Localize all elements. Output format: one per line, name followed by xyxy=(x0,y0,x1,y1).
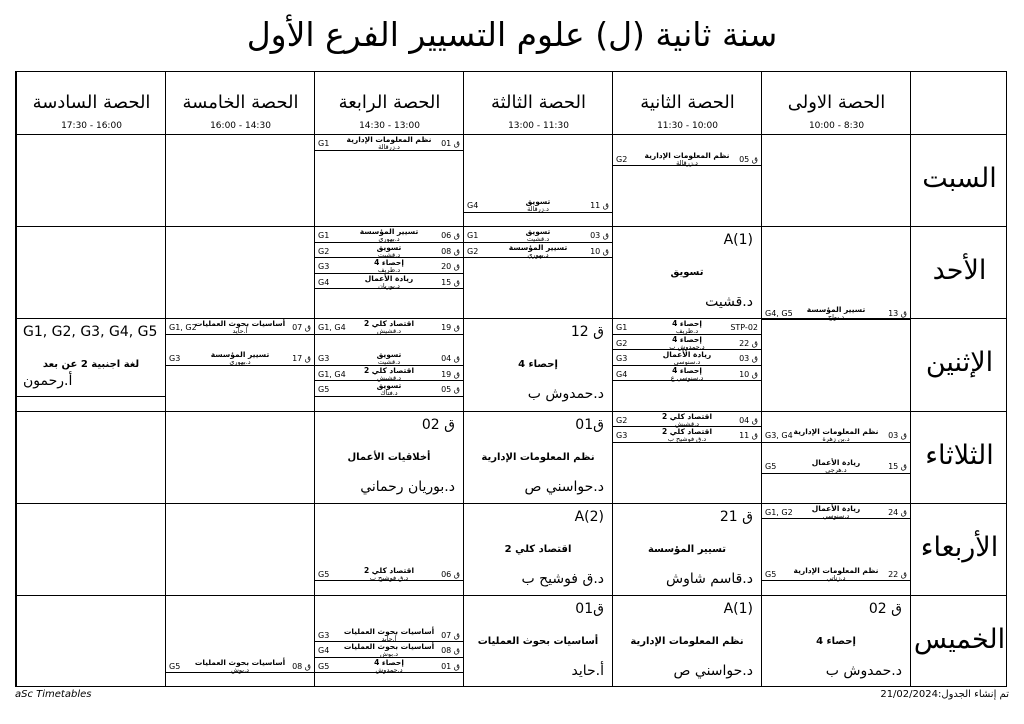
lesson-entry xyxy=(315,274,463,290)
lesson-subject: إحصاء 4 xyxy=(816,635,856,647)
lesson-separator xyxy=(17,396,165,397)
lesson-groups: G5 xyxy=(765,569,777,579)
lesson-subject: إحصاء 4 xyxy=(374,657,404,667)
lesson-subject: اقتصاد كلي 2 xyxy=(363,319,415,329)
lesson-subject: اقتصاد كلي 2 xyxy=(363,565,415,575)
lesson-teacher: د.سنوسي ع xyxy=(670,373,704,382)
lesson-room: ق 19 xyxy=(441,323,460,333)
lesson-subject: إحصاء 4 xyxy=(518,359,558,371)
lesson-room: ق 17 xyxy=(292,354,311,364)
lesson-groups: G5 xyxy=(765,462,777,471)
lesson-teacher: د.قشيت xyxy=(705,294,753,311)
lesson-room: ق 22 xyxy=(888,569,907,579)
lesson-subject: تسيير المؤسسة xyxy=(210,350,270,360)
lesson-groups: G4 xyxy=(318,646,330,656)
lesson-entry xyxy=(613,427,761,443)
lesson-subject: إحصاء 4 xyxy=(672,334,702,344)
lesson-separator xyxy=(762,442,910,443)
lesson-subject: ريادة الأعمال xyxy=(811,503,861,513)
lesson-subject: تسويق xyxy=(525,227,551,237)
lesson-entry xyxy=(762,458,910,474)
lesson-entry xyxy=(315,243,463,259)
lesson-separator xyxy=(315,150,463,151)
lesson-subject: ريادة الأعمال xyxy=(364,273,414,283)
lesson-subject: أخلاقيات الأعمال xyxy=(347,451,431,463)
lesson-teacher: أ.رحمون xyxy=(23,373,73,390)
lesson-room: ق 04 xyxy=(739,415,758,425)
lesson-separator xyxy=(613,380,761,381)
lesson-teacher: د.قشيش xyxy=(376,327,402,336)
lesson-subject: أساسيات بحوث العمليات xyxy=(343,642,435,652)
lesson-entry xyxy=(613,366,761,382)
lesson-groups: G2 xyxy=(616,338,628,348)
lesson-groups: G4 xyxy=(467,201,479,210)
lesson-groups: G1 xyxy=(467,231,479,241)
lesson-separator xyxy=(166,672,314,673)
lesson-entry xyxy=(315,135,463,151)
lesson-entry xyxy=(315,642,463,658)
lesson-subject: اقتصاد كلي 2 xyxy=(363,365,415,375)
lesson-teacher: د.ظريف xyxy=(675,327,699,336)
lesson-room: ق 15 xyxy=(441,277,460,287)
lesson-separator xyxy=(762,319,910,320)
lesson-entry xyxy=(315,627,463,643)
lesson-subject: اقتصاد كلي 2 xyxy=(661,427,713,436)
lesson-teacher: د.قشيش xyxy=(674,419,700,428)
lesson-teacher: د.بهوري xyxy=(378,235,400,244)
lesson-entry xyxy=(315,381,463,397)
lesson-teacher: د.حواسني ص xyxy=(673,662,753,679)
lesson-entry xyxy=(762,504,910,520)
period-header-time: 17:30 - 16:00 xyxy=(61,121,122,131)
lesson-subject: تسويق xyxy=(525,197,551,206)
lesson-subject: إحصاء 4 xyxy=(672,319,702,329)
lesson-room: ق 06 xyxy=(441,231,460,241)
lesson-teacher: د.ق فوشيح ب xyxy=(369,573,409,582)
lesson-groups: G1, G2 xyxy=(765,507,793,517)
lesson-subject: إحصاء 4 xyxy=(672,365,702,375)
lesson-groups: G4 xyxy=(318,277,330,287)
lesson-subject: أساسيات بحوث العمليات xyxy=(477,635,599,647)
lesson-room: A(2) xyxy=(574,508,604,525)
day-name: الثلاثاء xyxy=(925,439,994,471)
lesson-room: ق 05 xyxy=(441,385,460,395)
lesson-entry xyxy=(315,319,463,335)
lesson-subject: اقتصاد كلي 2 xyxy=(661,411,713,421)
lesson-room: ق 04 xyxy=(441,354,460,364)
lesson-room: ق 07 xyxy=(292,323,311,333)
lesson-room: ق 05 xyxy=(739,154,758,164)
lesson-full-entry xyxy=(315,412,463,503)
lesson-room: ق 03 xyxy=(739,354,758,364)
lesson-entry xyxy=(315,258,463,274)
lesson-subject: إحصاء 4 xyxy=(374,258,404,268)
lesson-groups: G1 xyxy=(318,231,330,241)
lesson-full-entry xyxy=(613,504,761,595)
lesson-separator xyxy=(464,257,612,258)
lesson-entry xyxy=(315,658,463,674)
lesson-subject: تسيير المؤسسة xyxy=(508,242,568,252)
lesson-teacher: د.قشيت xyxy=(377,358,401,367)
lesson-teacher: د.حمدوش ب xyxy=(669,342,705,351)
lesson-teacher: د.بوريان xyxy=(378,281,400,290)
lesson-groups: G1, G4 xyxy=(318,323,346,333)
lesson-subject: نظم المعلومات الإدارية xyxy=(481,451,595,463)
lesson-room: ق 11 xyxy=(739,431,758,440)
period-header-name: الحصة السادسة xyxy=(32,92,151,113)
lesson-separator xyxy=(613,165,761,166)
lesson-teacher: د.حواسني ص xyxy=(524,478,604,495)
lesson-entry xyxy=(315,350,463,366)
lesson-teacher: د.بهوري xyxy=(527,250,549,259)
lesson-full-entry xyxy=(464,596,612,687)
lesson-teacher: د.بواح xyxy=(827,312,845,321)
lesson-separator xyxy=(762,580,910,581)
lesson-subject: تسيير المؤسسة xyxy=(359,227,419,237)
lesson-teacher: أ.حايد xyxy=(381,634,397,643)
lesson-groups: G2 xyxy=(616,415,628,425)
lesson-subject: لغة اجنبية 2 عن بعد xyxy=(42,359,140,371)
lesson-groups: G2 xyxy=(467,246,479,256)
lesson-groups: G4 xyxy=(616,369,628,379)
lesson-teacher: د.بوش xyxy=(379,650,399,659)
lesson-groups: G3 xyxy=(616,431,628,440)
lesson-teacher: د.قشيش xyxy=(376,373,402,382)
lesson-room: ق 01 xyxy=(441,139,460,148)
lesson-room: ق 03 xyxy=(590,231,609,241)
lesson-teacher: د.حمدوش ب xyxy=(527,386,604,403)
period-header-time: 11:30 - 10:00 xyxy=(657,121,718,131)
lesson-separator xyxy=(315,580,463,581)
period-header-time: 13:00 - 11:30 xyxy=(508,121,569,131)
lesson-room: ق 01 xyxy=(441,661,460,671)
lesson-teacher: د.ق فوشيح ب xyxy=(667,435,707,443)
lesson-teacher: أ.حايد xyxy=(232,327,248,336)
lesson-groups: G3 xyxy=(616,354,628,364)
lesson-room: ق 11 xyxy=(590,201,609,210)
lesson-teacher: د.ظريف xyxy=(377,266,401,275)
lesson-full-entry xyxy=(613,596,761,687)
lesson-subject: أساسيات بحوث العمليات xyxy=(194,657,286,667)
lesson-room: ق 10 xyxy=(739,369,758,379)
lesson-entry xyxy=(166,319,314,335)
lesson-groups: G5 xyxy=(318,569,330,579)
lesson-subject: أساسيات بحوث العمليات xyxy=(194,319,286,329)
lesson-teacher: د.بهوري xyxy=(229,358,251,367)
lesson-separator xyxy=(315,334,463,335)
day-name: الأربعاء xyxy=(920,531,999,563)
lesson-teacher: د.بوش xyxy=(230,665,250,674)
lesson-entry xyxy=(613,335,761,351)
lesson-subject: تسيير المؤسسة xyxy=(647,543,727,555)
lesson-groups: G3 xyxy=(169,354,181,364)
period-header-name: الحصة الخامسة xyxy=(182,92,299,113)
lesson-teacher: د.بن زهرة xyxy=(822,435,850,443)
period-header-name: الحصة الثانية xyxy=(640,92,735,113)
lesson-subject: تسويق xyxy=(376,381,402,391)
lesson-room: ق 13 xyxy=(888,308,907,318)
footer-software-name: aSc Timetables xyxy=(15,689,92,700)
lesson-groups: G1, G2, G3, G4, G5 xyxy=(23,324,158,341)
lesson-entry xyxy=(315,227,463,243)
lesson-entry xyxy=(762,566,910,582)
page-title: سنة ثانية (ل) علوم التسيير الفرع الأول xyxy=(246,15,778,54)
lesson-entry xyxy=(762,305,910,321)
lesson-entry xyxy=(315,366,463,382)
lesson-room: ق 19 xyxy=(441,369,460,379)
lesson-groups: G5 xyxy=(318,385,330,395)
lesson-separator xyxy=(762,518,910,519)
day-name: الإثنين xyxy=(925,347,994,379)
lesson-room: ق01 xyxy=(575,416,604,433)
lesson-separator xyxy=(762,473,910,474)
lesson-teacher: د.فتاك xyxy=(380,389,398,398)
lesson-teacher: د.سنوسي xyxy=(673,358,701,367)
lesson-subject: اقتصاد كلي 2 xyxy=(504,543,572,555)
lesson-entry xyxy=(613,412,761,428)
lesson-room: ق 10 xyxy=(590,246,609,256)
lesson-teacher: أ.حايد xyxy=(571,662,604,679)
lesson-room: STP-02 xyxy=(730,323,758,333)
lesson-full-entry xyxy=(464,412,612,503)
lesson-teacher: د.زرقالة xyxy=(676,158,698,167)
lesson-entry xyxy=(464,197,612,213)
lesson-groups: G3 xyxy=(318,354,330,364)
period-header-time: 16:00 - 14:30 xyxy=(210,121,271,131)
lesson-teacher: د.قشيت xyxy=(377,250,401,259)
lesson-room: ق 02 xyxy=(421,416,455,433)
lesson-subject: نظم المعلومات الإدارية xyxy=(644,150,730,160)
lesson-teacher: د.بوريان رحماني xyxy=(360,478,455,495)
lesson-subject: ريادة الأعمال xyxy=(662,350,712,360)
period-header-name: الحصة الثالثة xyxy=(490,92,587,113)
lesson-subject: أساسيات بحوث العمليات xyxy=(343,626,435,636)
lesson-room: A(1) xyxy=(723,600,753,617)
lesson-entry xyxy=(166,658,314,674)
lesson-groups: G1, G2 xyxy=(169,323,197,333)
lesson-room: ق 03 xyxy=(888,431,907,440)
day-name: السبت xyxy=(922,163,997,195)
lesson-teacher: د.حمدوش xyxy=(375,665,403,674)
period-header-name: الحصة الرابعة xyxy=(338,92,441,113)
lesson-groups: G3, G4 xyxy=(765,431,793,440)
lesson-groups: G2 xyxy=(616,154,628,164)
lesson-entry xyxy=(464,227,612,243)
lesson-groups: G4, G5 xyxy=(765,308,793,318)
lesson-full-entry xyxy=(17,319,165,397)
lesson-full-entry xyxy=(613,227,761,318)
lesson-teacher: د.حمدوش ب xyxy=(825,662,902,679)
lesson-separator xyxy=(166,365,314,366)
lesson-groups: G5 xyxy=(169,661,181,671)
lesson-groups: G1, G4 xyxy=(318,369,346,379)
lesson-separator xyxy=(464,212,612,213)
lesson-room: ق 02 xyxy=(868,600,902,617)
lesson-entry xyxy=(613,319,761,335)
lesson-subject: تسويق xyxy=(376,242,402,252)
lesson-teacher: د.سنوسي xyxy=(822,511,850,520)
period-header-time: 10:00 - 8:30 xyxy=(808,121,865,131)
lesson-teacher: د.زرقالة xyxy=(378,143,400,151)
lesson-room: ق 12 xyxy=(570,324,604,341)
lesson-separator xyxy=(613,442,761,443)
lesson-entry xyxy=(315,566,463,582)
lesson-room: ق 15 xyxy=(888,462,907,471)
lesson-room: ق 22 xyxy=(739,338,758,348)
lesson-entry xyxy=(613,350,761,366)
lesson-subject: تسويق xyxy=(670,267,704,279)
lesson-subject: نظم المعلومات الإدارية xyxy=(793,427,879,436)
lesson-groups: G1 xyxy=(318,139,330,148)
lesson-groups: G1 xyxy=(616,323,628,333)
lesson-teacher: د.قشيت xyxy=(526,235,550,244)
lesson-groups: G5 xyxy=(318,661,330,671)
day-name: الأحد xyxy=(932,255,987,287)
lesson-room: ق 24 xyxy=(888,507,907,517)
lesson-room: ق 08 xyxy=(292,661,311,671)
day-name: الخميس xyxy=(913,623,1006,655)
period-header-name: الحصة الاولى xyxy=(787,92,886,113)
lesson-subject: نظم المعلومات الإدارية xyxy=(630,635,744,647)
lesson-subject: تسيير المؤسسة xyxy=(806,304,866,314)
lesson-subject: نظم المعلومات الإدارية xyxy=(793,565,879,575)
lesson-subject: ريادة الأعمال xyxy=(811,458,861,467)
lesson-groups: G2 xyxy=(318,246,330,256)
lesson-separator xyxy=(315,396,463,397)
lesson-room: ق 06 xyxy=(441,569,460,579)
lesson-room: ق 21 xyxy=(719,508,753,525)
lesson-room: ق 08 xyxy=(441,246,460,256)
lesson-room: ق 07 xyxy=(441,630,460,640)
timetable-grid xyxy=(15,71,1007,687)
lesson-entry xyxy=(613,151,761,167)
grid-row-line xyxy=(16,134,1006,135)
lesson-subject: تسويق xyxy=(376,350,402,360)
lesson-entry xyxy=(762,427,910,443)
lesson-separator xyxy=(315,288,463,289)
period-header-time: 14:30 - 13:00 xyxy=(359,121,420,131)
lesson-full-entry xyxy=(464,319,612,410)
lesson-teacher: د.زرقالة xyxy=(527,205,549,213)
lesson-full-entry xyxy=(762,596,910,687)
lesson-full-entry xyxy=(464,504,612,595)
lesson-room: ق 08 xyxy=(441,646,460,656)
lesson-room: ق 20 xyxy=(441,262,460,272)
lesson-teacher: د.هرجي xyxy=(825,466,847,474)
lesson-separator xyxy=(166,334,314,335)
lesson-room: A(1) xyxy=(723,232,753,249)
footer-created-date: تم إنشاء الجدول:21/02/2024 xyxy=(880,689,1009,700)
lesson-groups: G3 xyxy=(318,262,330,272)
lesson-groups: G3 xyxy=(318,630,330,640)
lesson-teacher: د.ق فوشيح ب xyxy=(521,570,604,587)
lesson-separator xyxy=(315,672,463,673)
lesson-entry xyxy=(166,350,314,366)
lesson-subject: نظم المعلومات الإدارية xyxy=(346,135,432,144)
lesson-entry xyxy=(464,243,612,259)
lesson-room: ق01 xyxy=(575,600,604,617)
lesson-teacher: د.قاسم شاوش xyxy=(666,570,753,587)
lesson-teacher: د.زناتي xyxy=(826,573,846,582)
